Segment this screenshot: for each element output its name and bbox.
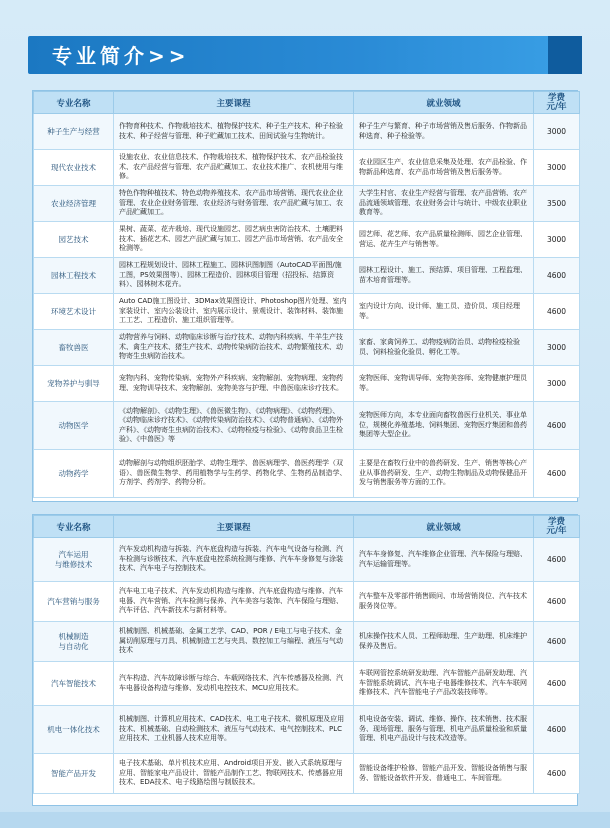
majors-table-2 [33,515,580,794]
main-courses-cell: Auto CAD施工图设计、3DMax效果图设计、Photoshop图片处理、室内家装设计、室内公装设计、室内展示设计、景观设计、装饰材料、装饰施工工艺、工程造价、施工组织管理等。 [114,294,354,330]
column-header-name: 专业名称 [34,92,114,114]
employment-field-cell: 机床操作技术人员、工程师助理、生产助理、机床维护保养及售后。 [354,622,534,662]
tuition-fee-cell: 4600 [534,622,580,662]
tuition-fee-cell: 3500 [534,186,580,222]
table-row [34,366,580,402]
employment-field-cell: 农业园区生产、农业信息采集及处理、农产品检验、作物新品种选育、农产品市场营销及售后服务等。 [354,150,534,186]
tuition-fee-cell: 4600 [534,538,580,582]
major-name-cell: 宠物养护与驯导 [34,366,114,402]
table-row [34,294,580,330]
employment-field-cell: 宠物医师方向，本专业面向畜牧兽医行业机关、事业单位，规模化养殖基地、饲料集团、宠物医疗集团和兽药集团等大型企业。 [354,402,534,450]
table-row [34,662,580,706]
major-name-cell: 园艺技术 [34,222,114,258]
employment-field-cell: 家畜、家禽饲养工、动物疫病防治员、动物检疫检验员、饲料检验化验员、孵化工等。 [354,330,534,366]
tuition-fee-cell: 3000 [534,222,580,258]
table-row [34,114,580,150]
tuition-fee-cell: 4600 [534,754,580,794]
major-name-cell: 园林工程技术 [34,258,114,294]
employment-field-cell: 汽车整车及零部件销售顾问、市场营销岗位、汽车技术服务岗位等。 [354,582,534,622]
major-name-cell: 汽车营销与服务 [34,582,114,622]
major-name-cell: 机械制造 与自动化 [34,622,114,662]
tuition-fee-cell: 4600 [534,402,580,450]
main-courses-cell: 设施农业、农业信息技术、作物栽培技术、植物保护技术、农产品检验技术、农产品经营与管理、农产品贮藏加工、农业技术推广、农机使用与维修。 [114,150,354,186]
column-header-field: 就业领域 [354,516,534,538]
table-row [34,754,580,794]
main-courses-cell: 机械制图、机械基础、金属工艺学、CAD、POR / E电工与电子技术、金属切削原理与刀具、机械制造工艺与夹具、数控加工与编程、液压与气动技术 [114,622,354,662]
employment-field-cell: 车联网管控系统研发助理、汽车智能产品研发助理、汽车智能系统调试、汽车电子电器维修技术、汽车车联网维修技术、汽车智能电子产品改装技师等。 [354,662,534,706]
major-name-cell: 动物药学 [34,450,114,498]
major-name-cell: 现代农业技术 [34,150,114,186]
table-row [34,706,580,754]
tuition-fee-cell: 4600 [534,258,580,294]
major-name-cell: 动物医学 [34,402,114,450]
table-row [34,186,580,222]
main-courses-cell: 宠物内科、宠物传染病、宠物外产科疾病、宠物解剖、宠物病理、宠物药理、宠物训导技术、宠物解剖、宠物美容与护理、中兽医临床诊疗技术。 [114,366,354,402]
tuition-fee-cell: 4600 [534,294,580,330]
employment-field-cell: 智能设备维护检修、智能产品开发、智能设备销售与服务、智能设备软件开发、普通电工、车间管理。 [354,754,534,794]
main-courses-cell: 汽车电工电子技术、汽车发动机构造与维修、汽车底盘构造与维修、汽车电器、汽车营销、汽车检测与保养、汽车美容与装饰、汽车保险与理赔、汽车评估、汽车新技术与新材料等。 [114,582,354,622]
tuition-fee-cell: 4600 [534,706,580,754]
main-courses-cell: 果树、蔬菜、花卉栽培、现代设施园艺、园艺病虫害防治技术、土壤肥料技术、插花艺术、园艺产品贮藏与加工、园艺产品市场营销、农产品安全检测等。 [114,222,354,258]
column-header-fee: 学费 元/年 [534,92,580,114]
tuition-fee-cell: 4600 [534,662,580,706]
main-courses-cell: 汽车发动机构造与拆装、汽车底盘构造与拆装、汽车电气设备与检测、汽车检测与诊断技术、汽车底盘电控系统检测与维修、汽车车身修复与涂装技术、汽车电子与控制技术。 [114,538,354,582]
table-row [34,622,580,662]
major-name-cell: 农业经济管理 [34,186,114,222]
tuition-fee-cell: 3000 [534,114,580,150]
column-header-name: 专业名称 [34,516,114,538]
table-header-row [34,92,580,114]
table-row [34,150,580,186]
main-courses-cell: 机械制图、计算机应用技术、CAD技术、电工电子技术、微机原理及应用技术、机械基础、自动检测技术、液压与气动技术、电气控制技术、PLC应用技术、工业机器人技术应用等。 [114,706,354,754]
employment-field-cell: 汽车车身修复、汽车维修企业管理、汽车保险与理赔、汽车运输管理等。 [354,538,534,582]
employment-field-cell: 种子生产与繁育、种子市场营销及售后服务、作物新品种选育、种子检验等。 [354,114,534,150]
majors-table-panel-2 [32,514,578,806]
main-courses-cell: 园林工程规划设计、园林工程施工、园林识图制图（AutoCAD平面图/施工图，PS效果图等）、园林工程造价、园林项目管理（招投标、结算资料）、园林树木花卉。 [114,258,354,294]
column-header-field: 就业领域 [354,92,534,114]
tuition-fee-cell: 4600 [534,450,580,498]
table-row [34,402,580,450]
major-name-cell: 汽车智能技术 [34,662,114,706]
tuition-fee-cell: 4600 [534,582,580,622]
employment-field-cell: 主要是在畜牧行业中的兽药研发、生产、销售等核心产业从事兽药研发、生产、动物生物制品及动物保健品开发与销售服务等方面的工作。 [354,450,534,498]
employment-field-cell: 室内设计方向、设计师、施工员、造价员、项目经理等。 [354,294,534,330]
tuition-fee-cell: 3000 [534,150,580,186]
employment-field-cell: 宠物医师、宠物训导师、宠物美容师、宠物健康护理员等。 [354,366,534,402]
page-title: 专业简介>> [52,44,190,68]
table-row [34,450,580,498]
major-name-cell: 汽车运用 与维修技术 [34,538,114,582]
table-row [34,538,580,582]
column-header-course: 主要课程 [114,92,354,114]
main-courses-cell: 特色作物种植技术、特色动物养殖技术、农产品市场营销、现代农业企业管理、农业企业财务管理、农业经济与财务管理、农产品贮藏与加工、农产品贮藏加工。 [114,186,354,222]
employment-field-cell: 大学生村官、农业生产经营与管理、农产品营销、农产品流通领域管理、农业财务会计与统计、中级农业职业教育等。 [354,186,534,222]
column-header-fee: 学费 元/年 [534,516,580,538]
major-name-cell: 种子生产与经营 [34,114,114,150]
main-courses-cell: 电子技术基础、单片机技术应用、Android项目开发、嵌入式系统原理与应用、智能家电产品设计、智能产品制作工艺、物联网技术、传感器应用技术、EDA技术、电子线路绘图与制版技术。 [114,754,354,794]
table-row [34,582,580,622]
main-courses-cell: 《动物解剖》、《动物生理》、《兽医微生物》、《动物病理》、《动物药理》、《动物临床诊疗技术》、《动物传染病防治技术》、《动物普通病》、《动物外产科》、《动物寄生虫病防治技术》、《动物检疫与检验》、《动物食品卫生检验》、《中兽医》等 [114,402,354,450]
employment-field-cell: 机电设备安装、调试、维修、操作、技术销售、技术服务、现场管理、服务与管理、机电产品质量检验和质量管理、机电产品设计与技术改造等。 [354,706,534,754]
main-courses-cell: 动物解剖与动物组织胚胎学、动物生理学、兽医病理学、兽医药理学（双语）、兽医微生物学、药用植物学与生药学、药物化学、生物药品制造学、方剂学、药剂学、药物分析。 [114,450,354,498]
major-name-cell: 智能产品开发 [34,754,114,794]
table-row [34,258,580,294]
column-header-course: 主要课程 [114,516,354,538]
main-courses-cell: 汽车构造、汽车故障诊断与综合、车载网络技术、汽车传感器及检测、汽车电器设备构造与维修、发动机电控技术、MCU应用技术。 [114,662,354,706]
major-name-cell: 环境艺术设计 [34,294,114,330]
table-row [34,222,580,258]
tuition-fee-cell: 3000 [534,366,580,402]
main-courses-cell: 动物营养与饲料、动物临床诊断与治疗技术、动物内科疾病、牛羊生产技术、禽生产技术、猪生产技术、动物传染病防治技术、动物繁殖技术、动物寄生虫病防治技术。 [114,330,354,366]
majors-table-panel-1 [32,90,578,502]
employment-field-cell: 园艺师、花艺师、农产品质量检测师、园艺企业管理、营运、花卉生产与销售等。 [354,222,534,258]
majors-table-1 [33,91,580,498]
bottom-strip [0,812,610,828]
major-name-cell: 机电一体化技术 [34,706,114,754]
table-row [34,330,580,366]
tuition-fee-cell: 3000 [534,330,580,366]
header-accent [548,36,582,74]
employment-field-cell: 园林工程设计、施工、预结算、项目管理、工程监理、苗木培育管理等。 [354,258,534,294]
major-name-cell: 畜牧兽医 [34,330,114,366]
table-header-row [34,516,580,538]
main-courses-cell: 作物育种技术、作物栽培技术、植物保护技术、种子生产技术、种子检验技术、种子经营与管理、种子贮藏加工技术、田间试验与生物统计。 [114,114,354,150]
